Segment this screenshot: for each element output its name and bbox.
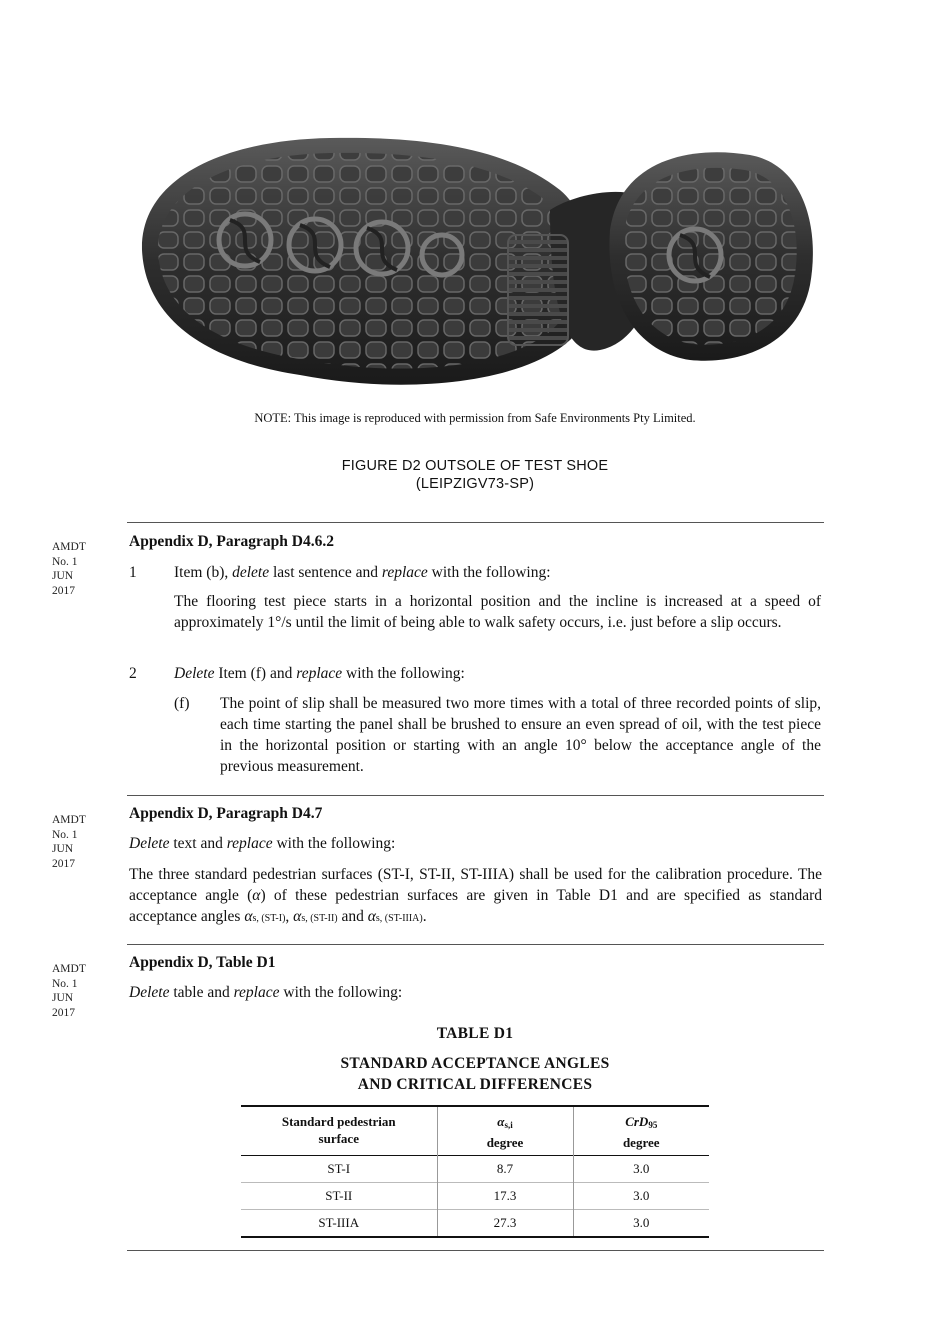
figure-note: NOTE: This image is reproduced with permission from Safe Environments Pty Limited.: [254, 411, 696, 425]
sub-item-label: (f): [174, 695, 190, 712]
table-label: TABLE D1: [436, 1025, 514, 1042]
shoe-outsole-image: [130, 120, 820, 410]
item-replacement-text: The flooring test piece starts in a horizontal position and the incline is increased at a speed of approximately 1°/s until the limit of being able to walk safety occurs, i.e. just before a slip occurs.: [174, 593, 821, 631]
item-number: 2: [129, 665, 137, 682]
cell-surface: ST-IIIA: [318, 1215, 360, 1230]
cell-angle: 17.3: [437, 1183, 573, 1210]
table-row: [241, 1183, 709, 1210]
column-header-crd: CrD95 degree: [573, 1106, 709, 1156]
table-title-line2: AND CRITICAL DIFFERENCES: [357, 1076, 593, 1093]
section-body: The three standard pedestrian surfaces (ST-I, ST-II, ST-IIIA) shall be used for the calibration procedure. The acceptance angle (α) of these pedestrian surfaces are given in Table D1 and are specified as standard acceptance angles αs, (ST-I), αs, (ST-II) and αs, (ST-IIIA).: [129, 866, 822, 925]
item-instruction: Item (b), delete last sentence and replace with the following:: [174, 564, 551, 581]
section-divider: [127, 944, 824, 945]
table-row: [241, 1156, 709, 1183]
section-divider: [127, 795, 824, 796]
amendment-marker: AMDT No. 1 JUN 2017: [52, 814, 86, 870]
figure-caption: [0, 457, 950, 493]
cell-angle: 8.7: [437, 1156, 573, 1183]
table-row: [241, 1210, 709, 1238]
section-instruction: Delete text and replace with the following:: [129, 835, 396, 852]
section-divider: [127, 522, 824, 523]
section-heading: Appendix D, Paragraph D4.6.2: [129, 533, 334, 550]
cell-surface: ST-I: [327, 1161, 351, 1176]
cell-angle: 27.3: [437, 1210, 573, 1238]
cell-crd: 3.0: [573, 1210, 709, 1238]
table-header-row: [241, 1106, 709, 1156]
section-divider: [127, 1250, 824, 1251]
cell-surface: ST-II: [325, 1188, 353, 1203]
cell-crd: 3.0: [573, 1183, 709, 1210]
section-heading: Appendix D, Paragraph D4.7: [129, 805, 323, 822]
figure-caption-line1: FIGURE D2 OUTSOLE OF TEST SHOE: [341, 458, 609, 474]
acceptance-angles-table: [241, 1105, 709, 1238]
column-header-angle: αs,i degree: [437, 1106, 573, 1156]
section-heading: Appendix D, Table D1: [129, 954, 276, 971]
amendment-marker: AMDT No. 1 JUN 2017: [52, 963, 86, 1019]
item-number: 1: [129, 564, 137, 581]
section-instruction: Delete table and replace with the following:: [129, 984, 403, 1001]
column-header-surface: Standard pedestrian surface: [281, 1114, 396, 1146]
figure-caption-line2: (LEIPZIGV73-SP): [415, 476, 535, 492]
sub-item-text: The point of slip shall be measured two more times with a total of three recorded points of slip, each time starting the panel shall be brushed to ensure an even spread of oil, with the test piece in the horizontal position or starting with an angle 10° below the acceptance angle of the previous measurement.: [220, 695, 821, 775]
amendment-marker: AMDT No. 1 JUN 2017: [52, 541, 86, 597]
item-instruction: Delete Item (f) and replace with the following:: [174, 665, 465, 682]
table-title-line1: STANDARD ACCEPTANCE ANGLES: [340, 1055, 610, 1072]
cell-crd: 3.0: [573, 1156, 709, 1183]
